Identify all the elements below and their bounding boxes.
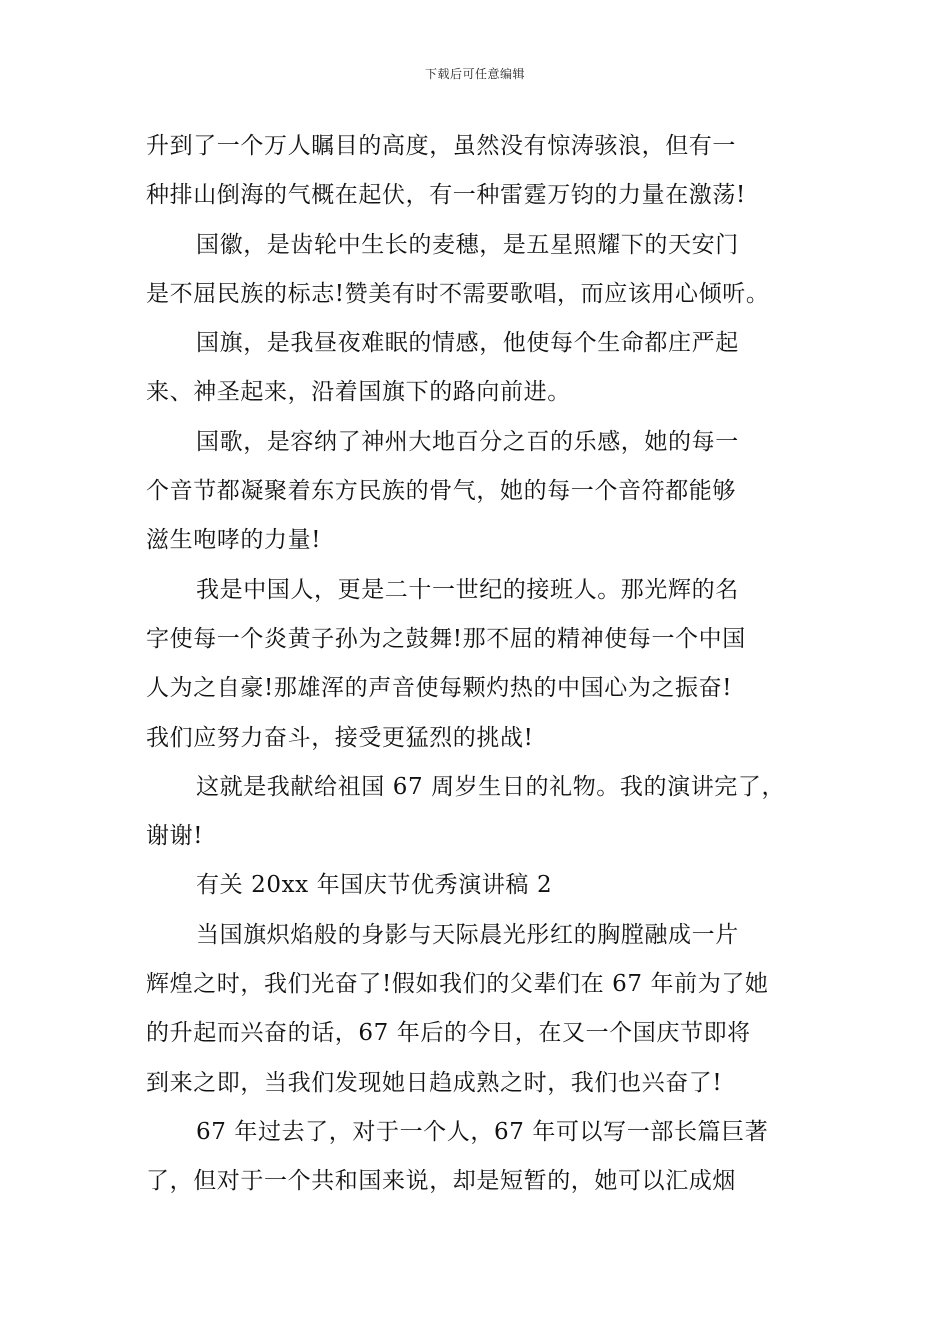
text-line-22: 了，但对于一个共和国来说，却是短暂的，她可以汇成烟 [146,1168,736,1195]
page-header: 下载后可任意编辑 [424,67,525,81]
text-line-5: 国旗，是我昼夜难眠的情感，他使每个生命都庄严起 [196,330,739,357]
text-line-14: 这就是我献给祖国 67 周岁生日的礼物。我的演讲完了， [196,773,786,800]
text-line-8: 个音节都凝聚着东方民族的骨气，她的每一个音符都能够 [146,478,736,505]
document-body [146,122,808,1207]
text-line-15: 谢谢! [146,823,204,850]
text-line-11: 字使每一个炎黄子孙为之鼓舞!那不屈的精神使每一个中国 [146,625,746,652]
text-line-21: 67 年过去了，对于一个人，67 年可以写一部长篇巨著 [196,1118,769,1145]
text-line-1: 升到了一个万人瞩目的高度，虽然没有惊涛骇浪，但有一 [146,133,736,159]
text-line-12: 人为之自豪!那雄浑的声音使每颗灼热的中国心为之振奋! [146,675,733,702]
text-line-6: 来、神圣起来，沿着国旗下的路向前进。 [146,379,571,406]
text-line-19: 的升起而兴奋的话，67 年后的今日，在又一个国庆节即将 [146,1020,751,1047]
text-line-13: 我们应努力奋斗，接受更猛烈的挑战! [146,724,534,751]
text-line-20: 到来之即，当我们发现她日趋成熟之时，我们也兴奋了! [146,1069,723,1096]
text-line-4: 是不屈民族的标志!赞美有时不需要歌唱，而应该用心倾听。 [146,280,770,307]
text-line-18: 辉煌之时，我们光奋了!假如我们的父辈们在 67 年前为了她 [146,971,769,998]
text-line-3: 国徽，是齿轮中生长的麦穗，是五星照耀下的天安门 [196,231,739,258]
text-line-7: 国歌，是容纳了神州大地百分之百的乐感，她的每一 [196,428,739,455]
text-line-9: 滋生咆哮的力量! [146,527,322,554]
text-line-2: 种排山倒海的气概在起伏，有一种雷霆万钧的力量在激荡! [146,182,746,209]
text-line-17: 当国旗炽焰般的身影与天际晨光彤红的胸膛融成一片 [196,921,739,948]
text-line-10: 我是中国人，更是二十一世纪的接班人。那光辉的名 [196,576,739,603]
section-title: 有关 20xx 年国庆节优秀演讲稿 2 [196,872,553,899]
